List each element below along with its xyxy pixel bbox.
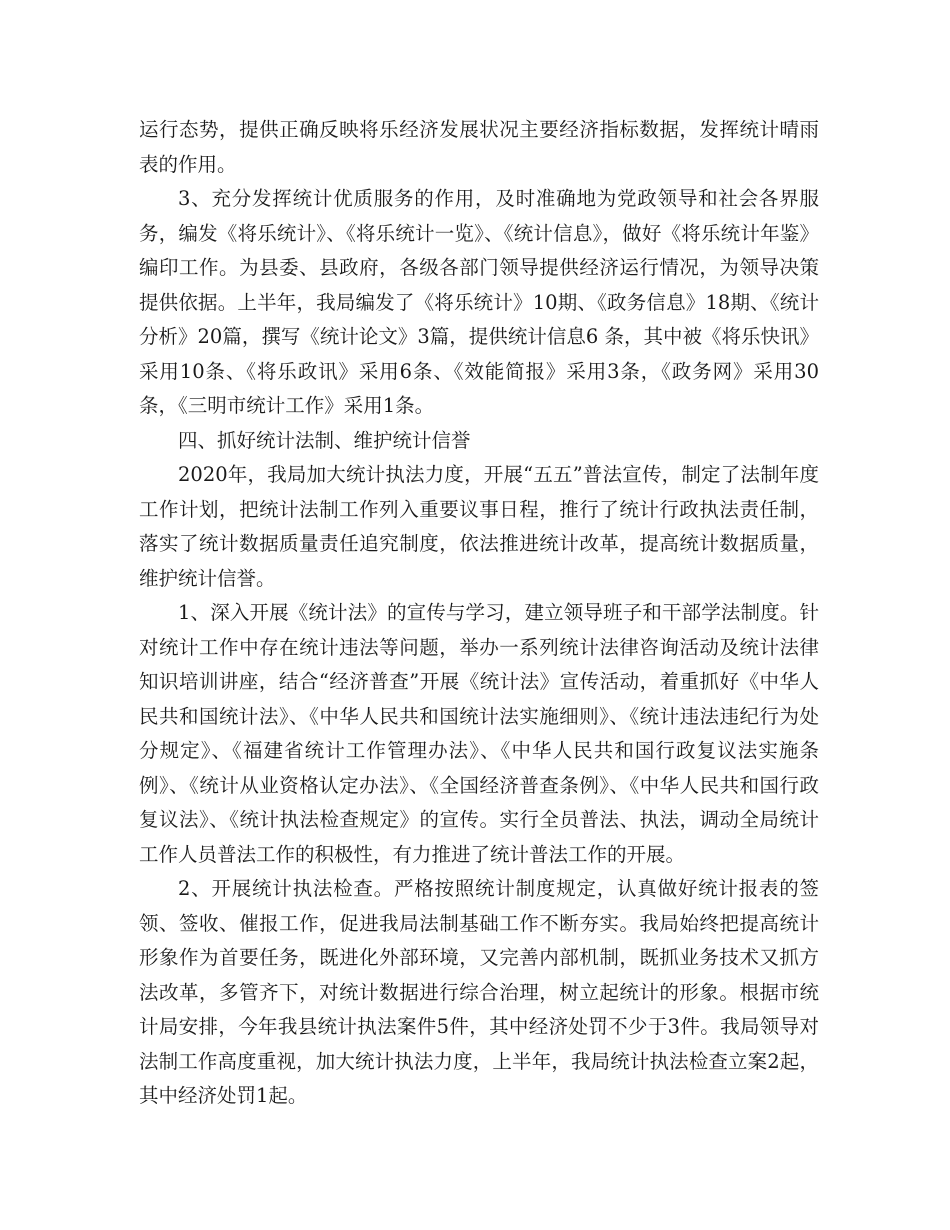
paragraph-continuation: 运行态势，提供正确反映将乐经济发展状况主要经济指标数据，发挥统计晴雨表的作用。 [139,118,819,176]
paragraph-law-promotion: 1、深入开展《统计法》的宣传与学习，建立领导班子和干部学法制度。针对统计工作中存在统计违法等问题，举办一系列统计法律咨询活动及统计法律知识培训讲座，结合“经济普查”开展《统计法》宣传活动，着重抓好《中华人民共和国统计法》、《中华人民共和国统计法实施细则》、《统计违法违纪行为处分规定》、《福建省统计工作管理办法》、《中华人民共和国行政复议法实施条例》、《统计从业资格认定办法》、《全国经济普查条例》、《中华人民共和国行政复议法》、《统计执法检查规定》的宣传。实行全员普法、执法，调动全局统计工作人员普法工作的积极性，有力推进了统计普法工作的开展。 [139,601,819,866]
paragraph-statistics-service: 3、充分发挥统计优质服务的作用，及时准确地为党政领导和社会各界服务，编发《将乐统计》、《将乐统计一览》、《统计信息》，做好《将乐统计年鉴》编印工作。为县委、县政府，各级各部门领导提供经济运行情况，为领导决策提供依据。上半年，我局编发了《将乐统计》10期、《政务信息》18期、《统计分析》20篇，撰写《统计论文》3篇，提供统计信息6 条，其中被《将乐快讯》采用10条、《将乐政讯》采用6条、《效能简报》采用3条，《政务网》采用30条，《三明市统计工作》采用1条。 [139,187,819,417]
paragraph-law-enforcement: 2、开展统计执法检查。严格按照统计制度规定，认真做好统计报表的签领、签收、催报工作，促进我局法制基础工作不断夯实。我局始终把提高统计形象作为首要任务，既进化外部环境，又完善内部机制，既抓业务技术又抓方法改革，多管齐下，对统计数据进行综合治理，树立起统计的形象。根据市统计局安排，今年我县统计执法案件5件，其中经济处罚不少于3件。我局领导对法制工作高度重视，加大统计执法力度，上半年，我局统计执法检查立案2起，其中经济处罚1起。 [139,877,819,1107]
section-heading-legal: 四、抓好统计法制、维护统计信誉 [178,428,471,452]
paragraph-legal-overview: 2020年，我局加大统计执法力度，开展“五五”普法宣传，制定了法制年度工作计划，把统计法制工作列入重要议事日程，推行了统计行政执法责任制，落实了统计数据质量责任追究制度，依法推进统计改革，提高统计数据质量，维护统计信誉。 [139,463,819,590]
document-body [139,113,819,1114]
